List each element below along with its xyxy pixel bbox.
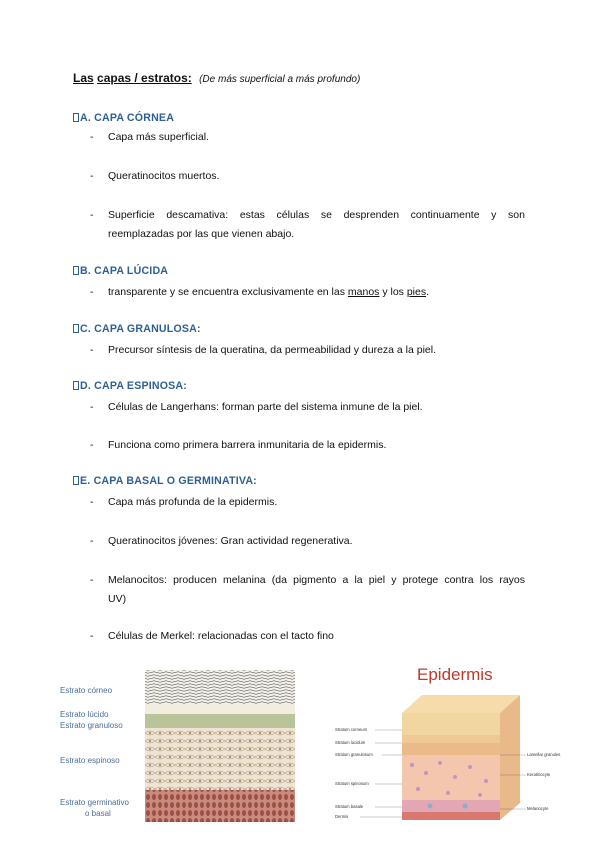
section-letter: B. [80,265,91,277]
label-left-1: Stratum lucidum [335,740,366,745]
label-lucido: Estrato lúcido [60,710,109,719]
label-germinativo: Estrato germinativo [60,798,129,807]
checkbox-glyph-icon [73,476,79,485]
stratum-basale-layer [145,790,295,822]
bullet: - [90,401,94,413]
stratum-granulosum-layer [145,714,295,728]
label-left-5: Dermis [335,814,349,819]
spinosum-band [402,755,500,800]
bullet: - [90,574,94,586]
label-left-4: Stratum basale [335,804,364,809]
lucidum-band [402,735,500,743]
title-part1: Las [73,71,94,85]
label-granuloso: Estrato granuloso [60,721,123,730]
section-title: CAPA ESPINOSA: [94,380,188,392]
bullet: - [90,131,94,143]
list-item: Precursor síntesis de la queratina, da permeabilidad y dureza a la piel. [108,344,437,356]
epidermis-3d-figure [330,655,575,830]
list-item-continuation: UV) [108,593,127,605]
label-espinoso: Estrato espinoso [60,756,120,765]
section-letter: C. [80,323,91,335]
section-d-heading [73,380,187,392]
list-item: Queratinocitos jóvenes: Gran actividad regenerativa. [108,535,353,547]
bullet: - [90,344,94,356]
list-item [108,283,525,302]
section-title: CAPA CÓRNEA [94,112,175,124]
text-run: transparente y se encuentra exclusivamente en las [108,286,345,298]
stratum-spinosum-layer [145,728,295,790]
bullet: - [90,535,94,547]
bullet: - [90,630,94,642]
bullet: - [90,439,94,451]
histology-figure [55,665,305,825]
section-title: CAPA LÚCIDA [94,265,169,277]
block-side [500,695,520,820]
list-item: Capa más superficial. [108,131,209,143]
text-run: y los [382,286,404,298]
section-title: CAPA GRANULOSA: [94,323,201,335]
label-left-0: Stratum corneum [335,727,368,732]
list-item: Células de Merkel: relacionadas con el tacto fino [108,630,334,642]
stratum-corneum-layer [145,670,295,704]
link-pies[interactable]: pies [406,286,427,298]
label-basal: o basal [85,809,111,818]
page-title [73,71,360,85]
list-item-continuation: reemplazadas por las que vienen abajo. [108,228,295,240]
dermis-band [402,812,500,820]
checkbox-glyph-icon [73,113,79,122]
section-c-heading [73,323,201,335]
corneum-band [402,713,500,735]
label-right-1: Keratinocyte [527,772,551,777]
list-item: Melanocitos: producen melanina (da pigmento a la piel y protege contra los rayos [108,574,525,586]
section-a-heading [73,112,174,124]
stratum-lucidum-layer [145,704,295,714]
bullet: - [90,496,94,508]
list-item: Funciona como primera barrera inmunitaria de la epidermis. [108,439,387,451]
bullet: - [90,286,94,298]
block-top [402,695,520,713]
section-b-heading [73,265,168,277]
figure-title: Epidermis [417,665,493,684]
checkbox-glyph-icon [73,266,79,275]
title-subtitle: (De más superficial a más profundo) [199,74,361,85]
label-left-3: Stratum spinosum [335,781,369,786]
label-left-2: Stratum granulosum [335,752,373,757]
bullet: - [90,209,94,221]
section-letter: D. [80,380,91,392]
checkbox-glyph-icon [73,324,79,333]
bullet: - [90,170,94,182]
section-title: CAPA BASAL O GERMINATIVA: [93,475,257,487]
label-right-2: Melanocyte [527,806,549,811]
list-item: Superficie descamativa: estas células se desprenden continuamente y son [108,209,525,221]
granulosum-band [402,743,500,755]
text-run: . [426,286,430,298]
link-manos[interactable]: manos [347,286,380,298]
basale-band [402,800,500,812]
title-part2: capas / estratos: [97,71,192,85]
list-item: Células de Langerhans: forman parte del sistema inmune de la piel. [108,401,423,413]
section-e-heading [73,475,257,487]
checkbox-glyph-icon [73,381,79,390]
list-item: Capa más profunda de la epidermis. [108,496,278,508]
section-letter: E. [80,475,91,487]
section-letter: A. [80,112,91,124]
list-item: Queratinocitos muertos. [108,170,220,182]
label-corneo: Estrato córneo [60,686,113,695]
label-right-0: Lamellar granules [527,752,561,757]
